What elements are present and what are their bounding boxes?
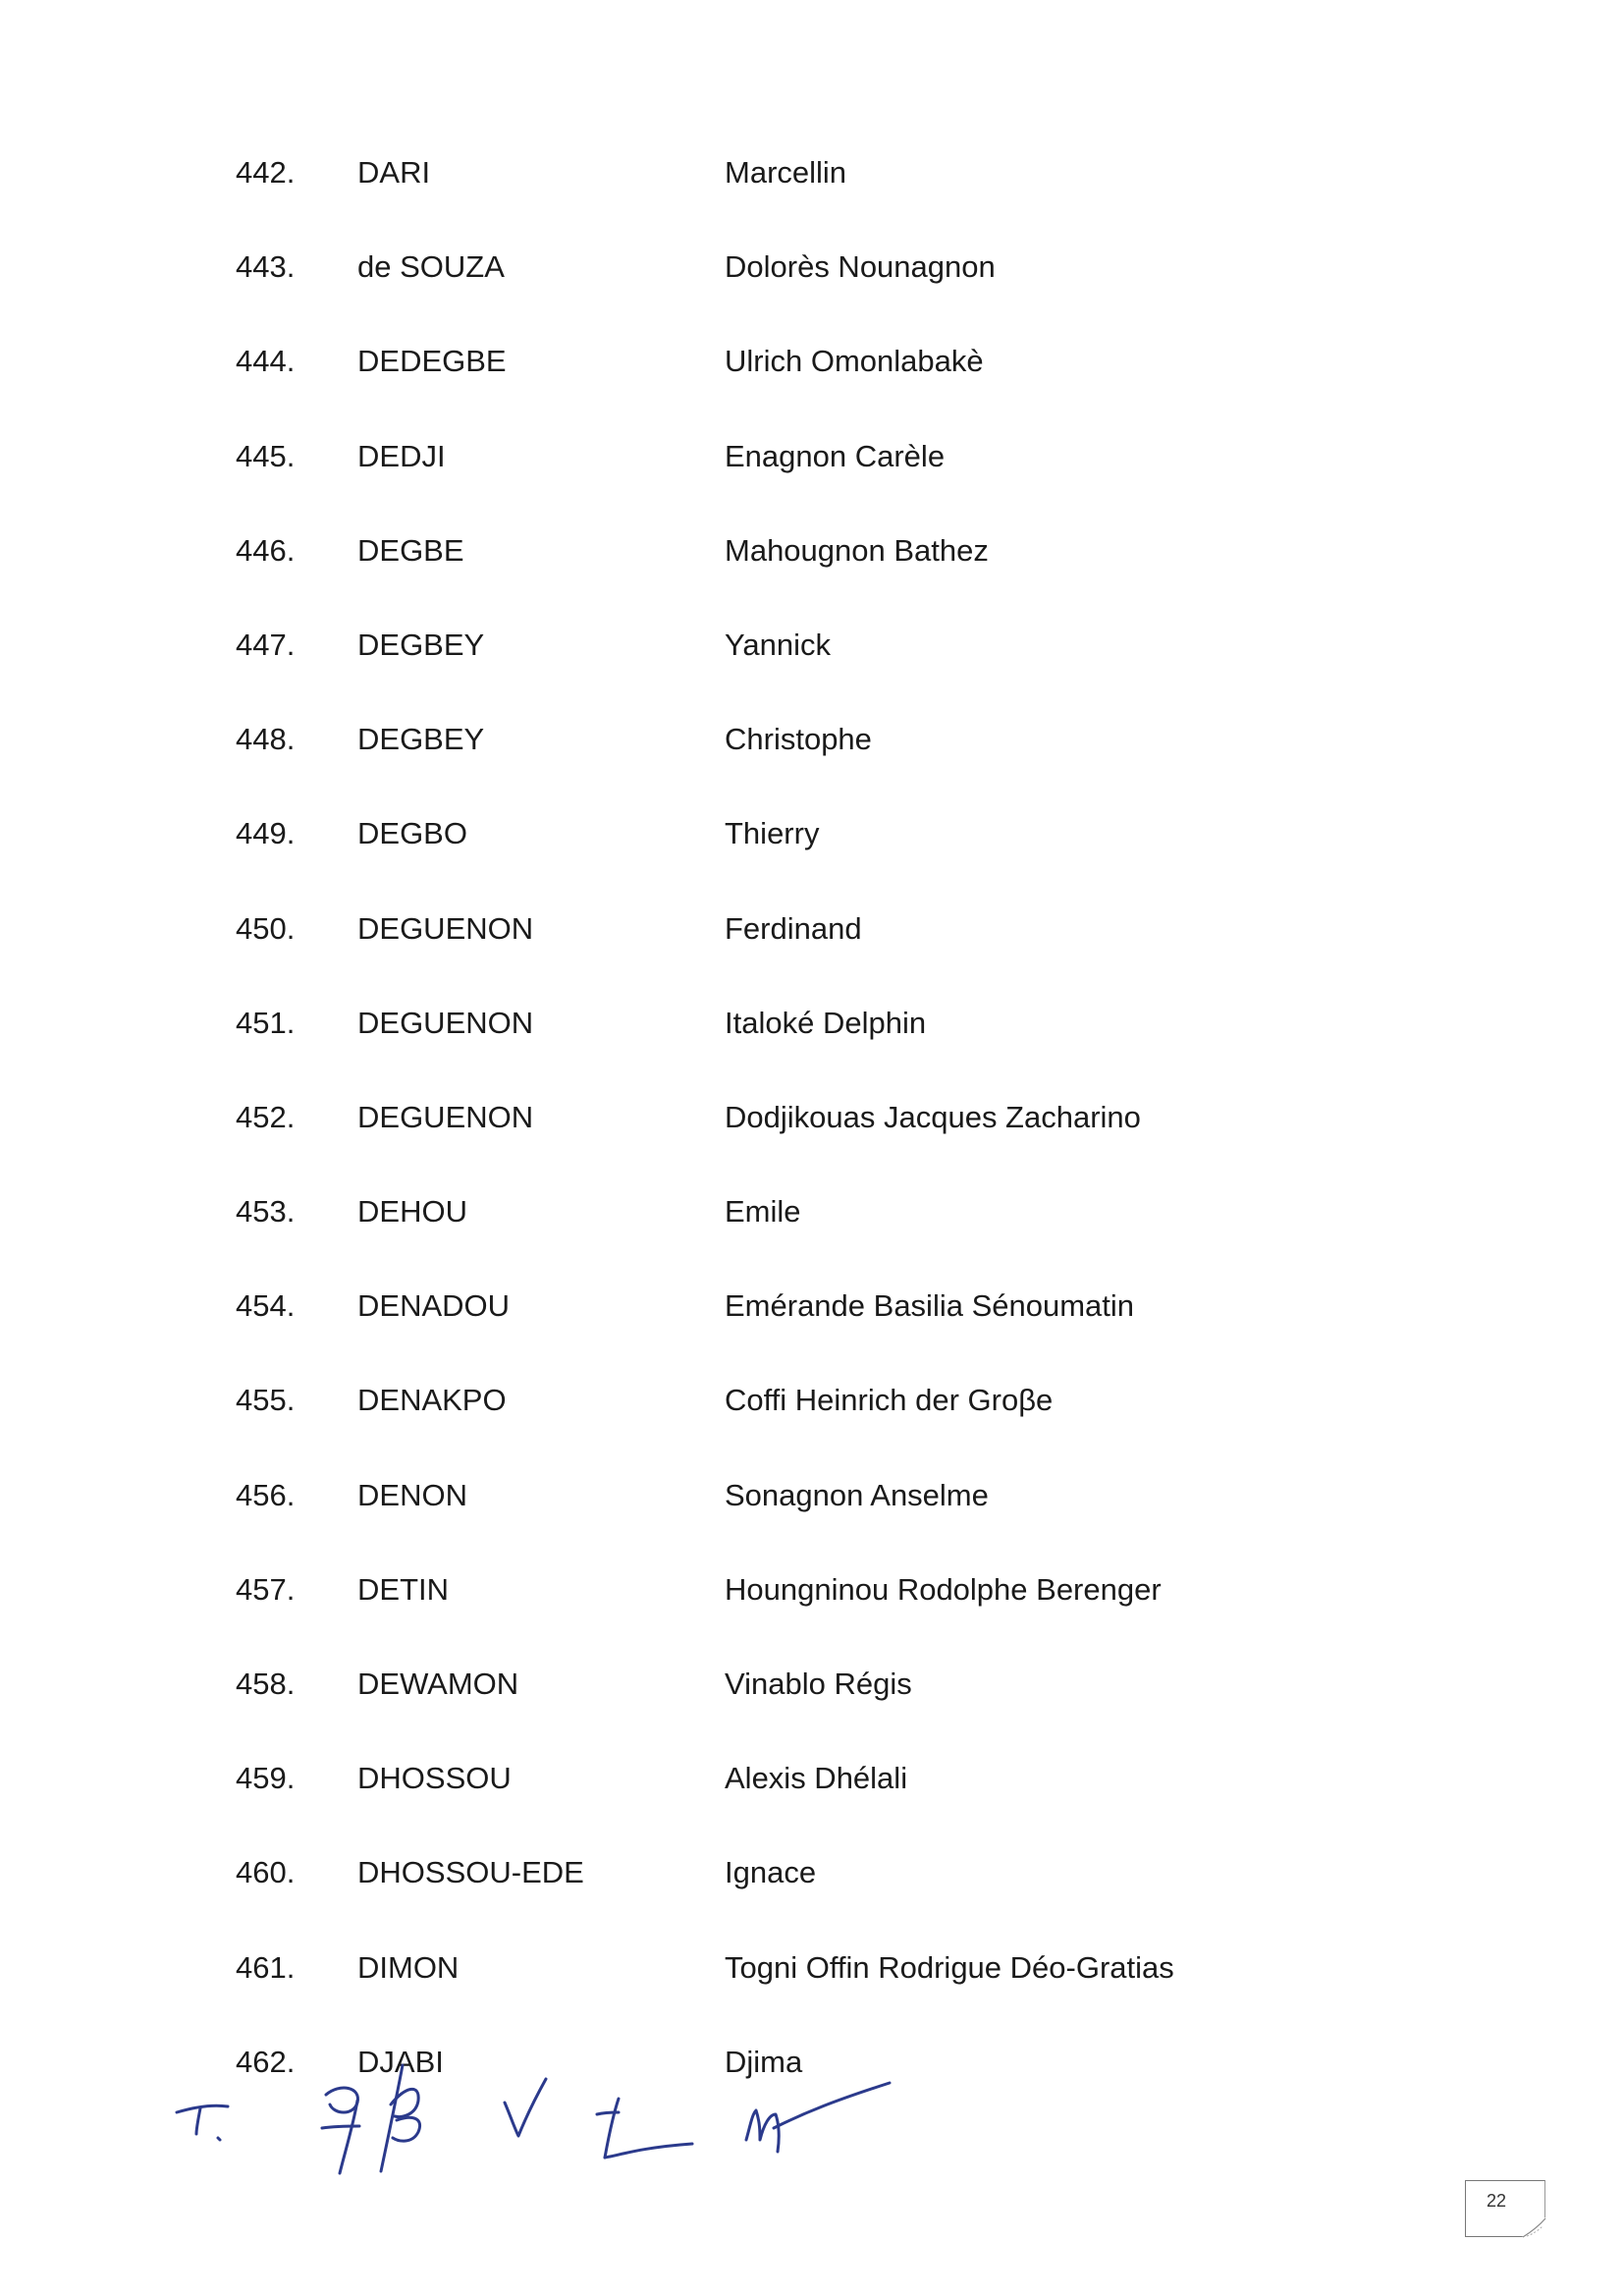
handwritten-initials: [157, 2057, 903, 2185]
entry-last-name: DETIN: [357, 1571, 449, 1607]
list-row: [0, 1753, 1624, 1847]
entry-number: 446.: [236, 532, 296, 568]
entry-first-name: Vinablo Régis: [725, 1667, 912, 1701]
list-row: [0, 714, 1624, 808]
entry-first-name: Sonagnon Anselme: [725, 1477, 989, 1512]
entry-first-name: Coffi Heinrich der Groβe: [725, 1383, 1054, 1418]
list-row: [0, 1470, 1624, 1564]
entry-last-name: DHOSSOU: [357, 1761, 512, 1796]
entry-first-name: Yannick: [725, 627, 831, 662]
page-curl-icon: [1521, 2216, 1546, 2238]
entry-number: 459.: [236, 1761, 296, 1796]
list-row: [0, 1186, 1624, 1281]
entry-number: 457.: [236, 1571, 296, 1607]
list-row: [0, 1092, 1624, 1186]
entry-number: 454.: [236, 1288, 296, 1324]
entry-number: 449.: [236, 816, 296, 851]
list-row: [0, 1942, 1624, 2037]
entry-first-name: Emérande Basilia Sénoumatin: [725, 1288, 1135, 1324]
entry-number: 442.: [236, 155, 296, 190]
entry-first-name: Mahougnon Bathez: [725, 532, 989, 568]
entry-number: 448.: [236, 722, 296, 757]
entry-number: 461.: [236, 1949, 296, 1985]
name-list: [0, 147, 1624, 2131]
entry-number: 445.: [236, 438, 296, 473]
entry-last-name: DEHOU: [357, 1194, 467, 1230]
list-row: [0, 1564, 1624, 1659]
entry-first-name: Houngninou Rodolphe Berenger: [725, 1571, 1162, 1607]
page-number-box: [1465, 2180, 1545, 2237]
list-row: [0, 903, 1624, 998]
entry-last-name: DEWAMON: [357, 1667, 519, 1701]
entry-last-name: de SOUZA: [357, 249, 505, 285]
entry-last-name: DEGBEY: [357, 627, 485, 662]
entry-first-name: Ignace: [725, 1855, 817, 1890]
entry-last-name: DENON: [357, 1477, 467, 1512]
list-row: [0, 1659, 1624, 1753]
entry-first-name: Marcellin: [725, 155, 847, 190]
list-row: [0, 1847, 1624, 1941]
entry-last-name: DEGBE: [357, 532, 464, 568]
entry-first-name: Ulrich Omonlabakè: [725, 344, 984, 379]
entry-first-name: Enagnon Carèle: [725, 438, 946, 473]
entry-number: 458.: [236, 1667, 296, 1701]
entry-last-name: DJABI: [357, 2044, 444, 2079]
entry-last-name: DEGBO: [357, 816, 467, 851]
page-number: 22: [1486, 2191, 1507, 2211]
list-row: [0, 1375, 1624, 1469]
entry-last-name: DEGBEY: [357, 722, 485, 757]
list-row: [0, 336, 1624, 430]
entry-first-name: Dodjikouas Jacques Zacharino: [725, 1099, 1141, 1134]
entry-first-name: Alexis Dhélali: [725, 1761, 908, 1796]
entry-last-name: DEDJI: [357, 438, 446, 473]
entry-first-name: Italoké Delphin: [725, 1005, 927, 1040]
entry-last-name: DARI: [357, 155, 431, 190]
list-row: [0, 147, 1624, 242]
list-row: [0, 998, 1624, 1092]
entry-number: 455.: [236, 1383, 296, 1418]
list-row: [0, 1281, 1624, 1375]
entry-first-name: Djima: [725, 2044, 803, 2079]
entry-first-name: Dolorès Nounagnon: [725, 249, 996, 285]
entry-last-name: DEDEGBE: [357, 344, 507, 379]
list-row: [0, 620, 1624, 714]
entry-number: 450.: [236, 910, 296, 946]
entry-last-name: DHOSSOU-EDE: [357, 1855, 584, 1890]
list-row: [0, 525, 1624, 620]
list-row: [0, 431, 1624, 525]
entry-last-name: DEGUENON: [357, 1099, 534, 1134]
entry-last-name: DEGUENON: [357, 910, 534, 946]
entry-number: 456.: [236, 1477, 296, 1512]
entry-number: 447.: [236, 627, 296, 662]
entry-last-name: DENAKPO: [357, 1383, 507, 1418]
entry-number: 444.: [236, 344, 296, 379]
entry-first-name: Emile: [725, 1194, 801, 1230]
entry-last-name: DEGUENON: [357, 1005, 534, 1040]
entry-first-name: Christophe: [725, 722, 872, 757]
entry-first-name: Ferdinand: [725, 910, 862, 946]
entry-number: 462.: [236, 2044, 296, 2079]
entry-last-name: DIMON: [357, 1949, 460, 1985]
entry-last-name: DENADOU: [357, 1288, 511, 1324]
entry-first-name: Thierry: [725, 816, 820, 851]
list-row: [0, 808, 1624, 902]
entry-number: 453.: [236, 1194, 296, 1230]
entry-number: 460.: [236, 1855, 296, 1890]
entry-number: 451.: [236, 1005, 296, 1040]
entry-first-name: Togni Offin Rodrigue Déo-Gratias: [725, 1949, 1174, 1985]
entry-number: 452.: [236, 1099, 296, 1134]
entry-number: 443.: [236, 249, 296, 285]
list-row: [0, 242, 1624, 336]
